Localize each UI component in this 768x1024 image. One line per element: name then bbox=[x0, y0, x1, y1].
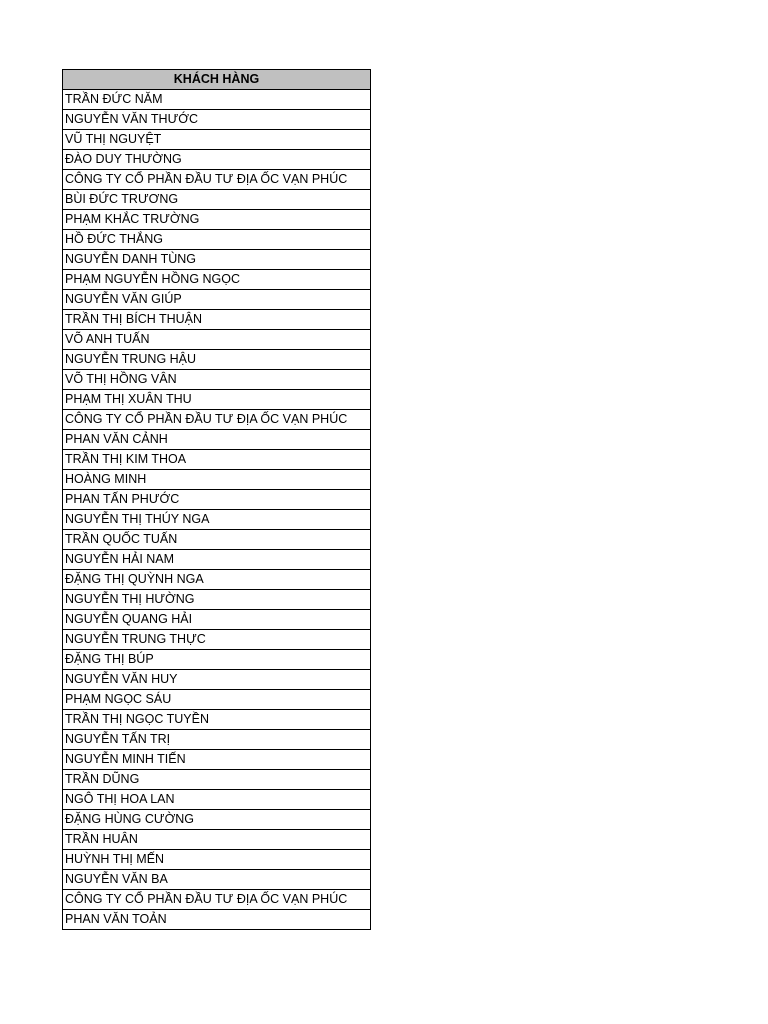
customer-cell[interactable]: TRẦN DŨNG bbox=[63, 770, 371, 790]
table-row bbox=[63, 750, 371, 770]
customer-cell[interactable]: PHẠM NGỌC SÁU bbox=[63, 690, 371, 710]
customer-cell[interactable]: PHẠM THỊ XUÂN THU bbox=[63, 390, 371, 410]
customer-cell[interactable]: CÔNG TY CỔ PHẦN ĐẦU TƯ ĐỊA ỐC VẠN PHÚC bbox=[63, 170, 371, 190]
customer-cell[interactable]: NGUYỄN VĂN THƯỚC bbox=[63, 110, 371, 130]
customer-cell[interactable]: VŨ THỊ NGUYỆT bbox=[63, 130, 371, 150]
customer-cell[interactable]: VÕ THỊ HỒNG VÂN bbox=[63, 370, 371, 390]
customer-cell[interactable]: PHẠM KHẮC TRƯỜNG bbox=[63, 210, 371, 230]
customer-cell[interactable]: NGUYỄN DANH TÙNG bbox=[63, 250, 371, 270]
table-row bbox=[63, 490, 371, 510]
customer-cell[interactable]: TRẦN THỊ NGỌC TUYỀN bbox=[63, 710, 371, 730]
customer-cell[interactable]: BÙI ĐỨC TRƯƠNG bbox=[63, 190, 371, 210]
table-row bbox=[63, 170, 371, 190]
customer-cell[interactable]: NGUYỄN QUANG HẢI bbox=[63, 610, 371, 630]
table-row bbox=[63, 730, 371, 750]
customer-cell[interactable]: PHAN VĂN TOẢN bbox=[63, 910, 371, 930]
table-row bbox=[63, 770, 371, 790]
table-row bbox=[63, 850, 371, 870]
table-row bbox=[63, 230, 371, 250]
table-row bbox=[63, 210, 371, 230]
customer-cell[interactable]: TRẦN THỊ BÍCH THUẬN bbox=[63, 310, 371, 330]
customer-sheet bbox=[62, 69, 371, 930]
customer-cell[interactable]: NGUYỄN VĂN GIÚP bbox=[63, 290, 371, 310]
table-row bbox=[63, 430, 371, 450]
customer-cell[interactable]: ĐẶNG HÙNG CƯỜNG bbox=[63, 810, 371, 830]
column-header-customer[interactable]: KHÁCH HÀNG bbox=[63, 70, 371, 90]
table-row bbox=[63, 290, 371, 310]
table-row bbox=[63, 390, 371, 410]
table-row bbox=[63, 690, 371, 710]
customer-cell[interactable]: NGUYỄN THỊ HƯỜNG bbox=[63, 590, 371, 610]
customer-cell[interactable]: NGÔ THỊ HOA LAN bbox=[63, 790, 371, 810]
table-body bbox=[63, 90, 371, 930]
table-row bbox=[63, 790, 371, 810]
customer-cell[interactable]: HỒ ĐỨC THẮNG bbox=[63, 230, 371, 250]
table-row bbox=[63, 830, 371, 850]
table-row bbox=[63, 530, 371, 550]
customer-cell[interactable]: PHAN VĂN CẢNH bbox=[63, 430, 371, 450]
table-row bbox=[63, 810, 371, 830]
table-row bbox=[63, 890, 371, 910]
customer-cell[interactable]: NGUYỄN TRUNG HẬU bbox=[63, 350, 371, 370]
customer-cell[interactable]: NGUYỄN THỊ THÚY NGA bbox=[63, 510, 371, 530]
table-row bbox=[63, 270, 371, 290]
table-row bbox=[63, 90, 371, 110]
customer-cell[interactable]: VÕ ANH TUẤN bbox=[63, 330, 371, 350]
customer-cell[interactable]: NGUYỄN VĂN BA bbox=[63, 870, 371, 890]
customer-cell[interactable]: TRẦN QUỐC TUẤN bbox=[63, 530, 371, 550]
table-row bbox=[63, 650, 371, 670]
table-row bbox=[63, 250, 371, 270]
table-row bbox=[63, 630, 371, 650]
table-row bbox=[63, 330, 371, 350]
table-row bbox=[63, 670, 371, 690]
customer-cell[interactable]: ĐẶNG THỊ BÚP bbox=[63, 650, 371, 670]
customer-cell[interactable]: PHAN TẤN PHƯỚC bbox=[63, 490, 371, 510]
customer-cell[interactable]: HUỲNH THỊ MẾN bbox=[63, 850, 371, 870]
table-row bbox=[63, 570, 371, 590]
customer-cell[interactable]: NGUYỄN TRUNG THỰC bbox=[63, 630, 371, 650]
customer-cell[interactable]: ĐÀO DUY THƯỜNG bbox=[63, 150, 371, 170]
customer-cell[interactable]: TRẦN HUÂN bbox=[63, 830, 371, 850]
table-row bbox=[63, 190, 371, 210]
customer-cell[interactable]: TRẦN THỊ KIM THOA bbox=[63, 450, 371, 470]
table-row bbox=[63, 110, 371, 130]
table-row bbox=[63, 410, 371, 430]
table-row bbox=[63, 550, 371, 570]
table-row bbox=[63, 350, 371, 370]
customer-cell[interactable]: CÔNG TY CỔ PHẦN ĐẦU TƯ ĐỊA ỐC VẠN PHÚC bbox=[63, 410, 371, 430]
customer-cell[interactable]: PHẠM NGUYỄN HỒNG NGỌC bbox=[63, 270, 371, 290]
customer-cell[interactable]: ĐẶNG THỊ QUỲNH NGA bbox=[63, 570, 371, 590]
table-row bbox=[63, 910, 371, 930]
header-row bbox=[63, 70, 371, 90]
table-row bbox=[63, 470, 371, 490]
table-row bbox=[63, 510, 371, 530]
customer-cell[interactable]: TRẦN ĐỨC NĂM bbox=[63, 90, 371, 110]
customer-cell[interactable]: NGUYỄN TẤN TRỊ bbox=[63, 730, 371, 750]
table-row bbox=[63, 150, 371, 170]
table-row bbox=[63, 130, 371, 150]
customer-cell[interactable]: CÔNG TY CỔ PHẦN ĐẦU TƯ ĐỊA ỐC VẠN PHÚC bbox=[63, 890, 371, 910]
table-row bbox=[63, 610, 371, 630]
customer-cell[interactable]: NGUYỄN VĂN HUY bbox=[63, 670, 371, 690]
customer-cell[interactable]: NGUYỄN MINH TIẾN bbox=[63, 750, 371, 770]
table-row bbox=[63, 310, 371, 330]
customer-cell[interactable]: NGUYỄN HẢI NAM bbox=[63, 550, 371, 570]
table-row bbox=[63, 590, 371, 610]
table-row bbox=[63, 450, 371, 470]
table-header bbox=[63, 70, 371, 90]
customer-cell[interactable]: HOÀNG MINH bbox=[63, 470, 371, 490]
table-row bbox=[63, 370, 371, 390]
table-row bbox=[63, 710, 371, 730]
table-row bbox=[63, 870, 371, 890]
customer-table bbox=[62, 69, 371, 930]
